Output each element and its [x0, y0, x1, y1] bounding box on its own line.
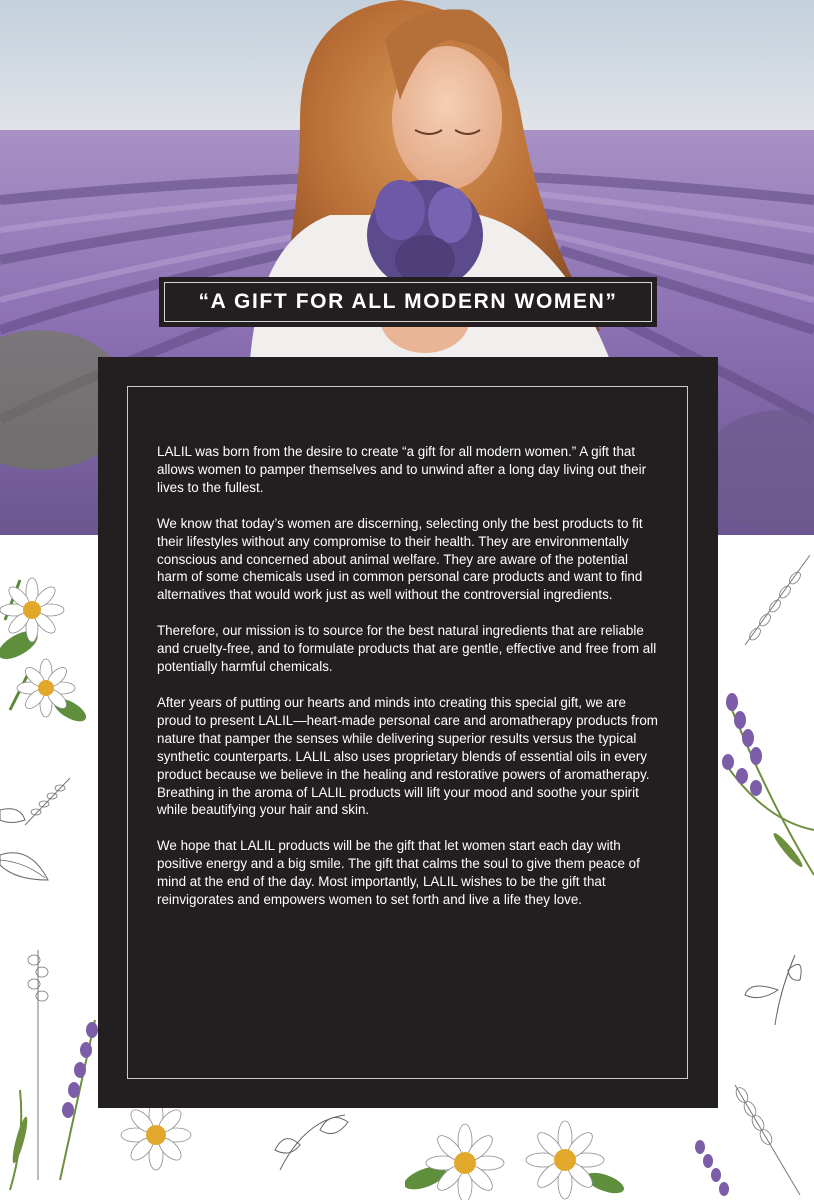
lavender-bottom-left-icon [0, 940, 100, 1200]
chamomile-bottom-left-icon [110, 1105, 205, 1185]
title-banner-frame [164, 282, 652, 322]
story-text [157, 443, 662, 927]
story-paragraph: Therefore, our mission is to source for the best natural ingredients that are reliable and cruelty-free, and to formulate products that are gentle, effective and free from all potentially harmful chemicals. [157, 623, 657, 675]
sketch-sprig-right-icon [735, 550, 814, 650]
story-paragraph: We know that today’s women are discerning, selecting only the best products to fit their lifestyles without any compromise to their health. They are environmentally conscious and concerned about animal welfare. They are aware of the potential harm of some chemicals used in common personal care products and want to find alternatives that would work just as well without the controversial ingredients. [157, 515, 643, 603]
page-title: “A GIFT FOR ALL MODERN WOMEN” [198, 290, 618, 313]
story-paragraph: LALIL was born from the desire to create “a gift for all modern women.” A gift that allows women to pamper themselves and to unwind after a long day living out their lives to the fullest. [157, 444, 647, 495]
title-banner [159, 277, 657, 327]
story-paragraph: After years of putting our hearts and minds into creating this special gift, we are proud to present LALIL—heart-made personal care and aromatherapy products from nature that pamper the senses while delivering superior results versus the typical synthetic counterparts. LALIL also uses proprietary blends of essential oils in every product because we believe in the healing and restorative powers of aromatherapy. Breathing in the aroma of LALIL products will lift your mood and soothe your spirit while beautifying your hair and skin. [157, 694, 658, 818]
sketch-leaves-left-icon [0, 800, 60, 890]
story-paragraph: We hope that LALIL products will be the gift that let women start each day with positive energy and a big smile. The gift that calms the soul to give them peace of mind at the end of the day. Most importantly, LALIL wishes to be the gift that reinvigorates and empowers women to set forth and live a life they love. [157, 838, 640, 908]
chamomile-bottom-center-icon [405, 1108, 625, 1200]
chamomile-cluster-left-icon [0, 560, 100, 730]
sketch-leaves-bottom-icon [270, 1110, 350, 1180]
lavender-bouquet [367, 180, 483, 290]
lavender-right-icon [718, 680, 814, 880]
sketch-leaves-right-icon [740, 950, 810, 1030]
story-card [98, 357, 718, 1108]
